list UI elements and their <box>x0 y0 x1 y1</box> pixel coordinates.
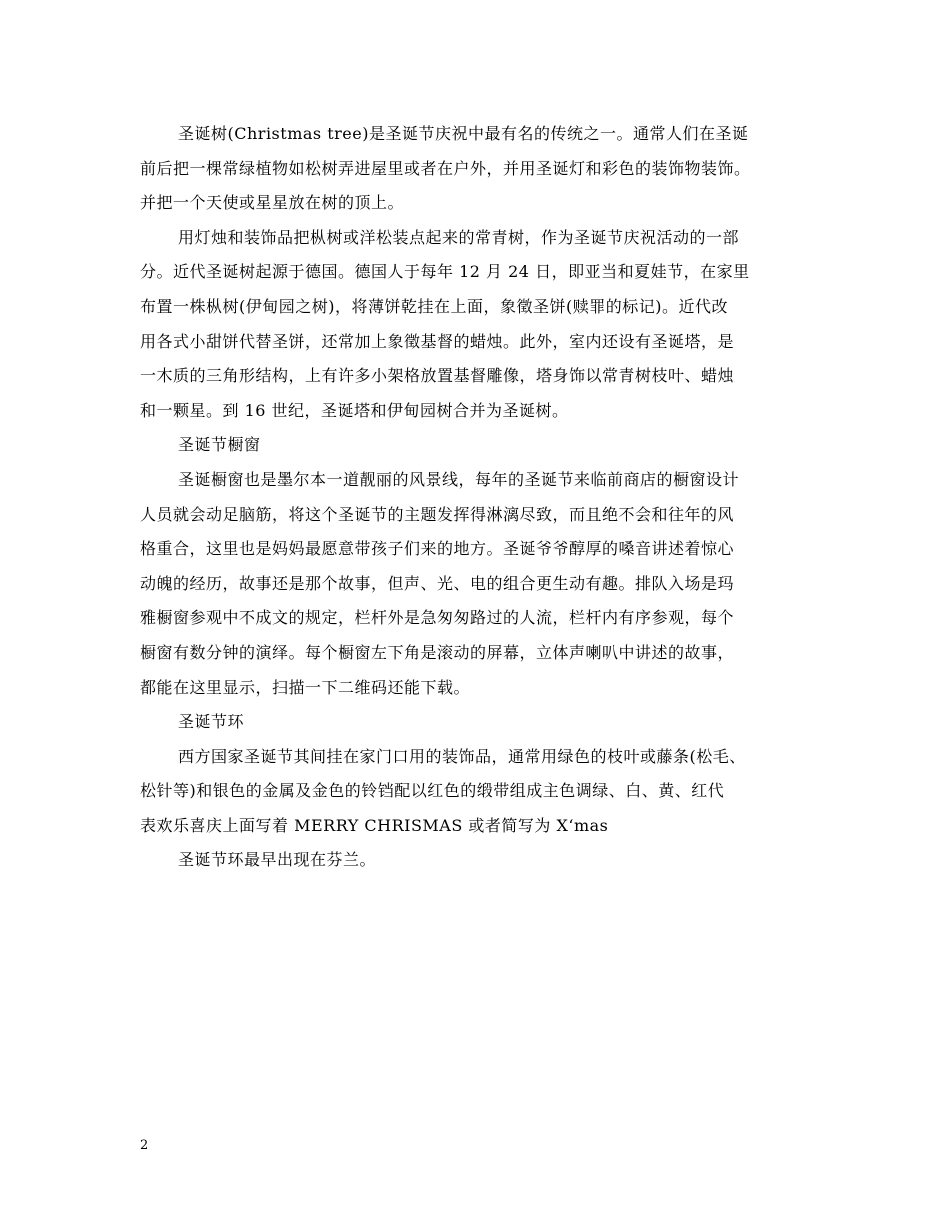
page-number: 2 <box>140 1138 149 1153</box>
paragraph-christmas-window <box>140 463 812 705</box>
text-line: 格重合，这里也是妈妈最愿意带孩子们来的地方。圣诞爷爷醇厚的嗓音讲述着惊心 <box>140 539 735 559</box>
text-line: 松针等)和银色的金属及金色的铃铛配以红色的缎带组成主色调绿、白、黄、红代 <box>140 781 725 801</box>
section-heading: 圣诞节橱窗 <box>178 435 261 455</box>
heading-christmas-window <box>140 428 812 463</box>
paragraph-wreath-origin <box>140 843 812 878</box>
text-line: 用各式小甜饼代替圣饼，还常加上象徵基督的蜡烛。此外，室内还设有圣诞塔，是 <box>140 331 735 351</box>
text-line: 都能在这里显示，扫描一下二维码还能下载。 <box>140 677 471 697</box>
text-line: 并把一个天使或星星放在树的顶上。 <box>140 193 405 213</box>
text-line: 圣诞节环最早出现在芬兰。 <box>178 850 377 870</box>
text-line: 圣诞树(Christmas tree)是圣诞节庆祝中最有名的传统之一。通常人们在圣诞 <box>178 124 749 143</box>
text-line: 人员就会动足脑筋，将这个圣诞节的主题发挥得淋漓尽致，而且绝不会和往年的风 <box>140 504 735 524</box>
text-line: 雅橱窗参观中不成文的规定，栏杆外是急匆匆路过的人流，栏杆内有序参观，每个 <box>140 608 735 628</box>
text-line: 一木质的三角形结构，上有许多小架格放置基督雕像，塔身饰以常青树枝叶、蜡烛 <box>140 366 735 386</box>
text-line: 前后把一棵常绿植物如松树弄进屋里或者在户外，并用圣诞灯和彩色的装饰物装饰。 <box>140 158 751 178</box>
paragraph-christmas-tree-intro <box>140 117 812 221</box>
text-line: 动魄的经历，故事还是那个故事，但声、光、电的组合更生动有趣。排队入场是玛 <box>140 573 735 593</box>
paragraph-christmas-tree-history <box>140 221 812 429</box>
text-line: 橱窗有数分钟的演绎。每个橱窗左下角是滚动的屏幕，立体声喇叭中讲述的故事， <box>140 642 735 662</box>
text-line: 用灯烛和装饰品把枞树或洋松装点起来的常青树，作为圣诞节庆祝活动的一部 <box>178 227 740 247</box>
text-line: 和一颗星。到 16 世纪，圣诞塔和伊甸园树合并为圣诞树。 <box>140 400 569 420</box>
text-line: 西方国家圣诞节其间挂在家门口用的装饰品，通常用绿色的枝叶或藤条(松毛、 <box>178 746 746 766</box>
heading-christmas-wreath <box>140 705 812 740</box>
document-body <box>140 117 812 878</box>
text-line: 表欢乐喜庆上面写着 MERRY CHRISMAS 或者简写为 X‘mas <box>140 815 609 835</box>
paragraph-christmas-wreath <box>140 740 812 844</box>
text-line: 布置一株枞树(伊甸园之树)，将薄饼乾挂在上面，象徵圣饼(赎罪的标记)。近代改 <box>140 296 728 316</box>
text-line: 分。近代圣诞树起源于德国。德国人于每年 12 月 24 日，即亚当和夏娃节，在家里 <box>140 262 750 282</box>
section-heading: 圣诞节环 <box>178 712 245 732</box>
text-line: 圣诞橱窗也是墨尔本一道靓丽的风景线，每年的圣诞节来临前商店的橱窗设计 <box>178 469 740 489</box>
